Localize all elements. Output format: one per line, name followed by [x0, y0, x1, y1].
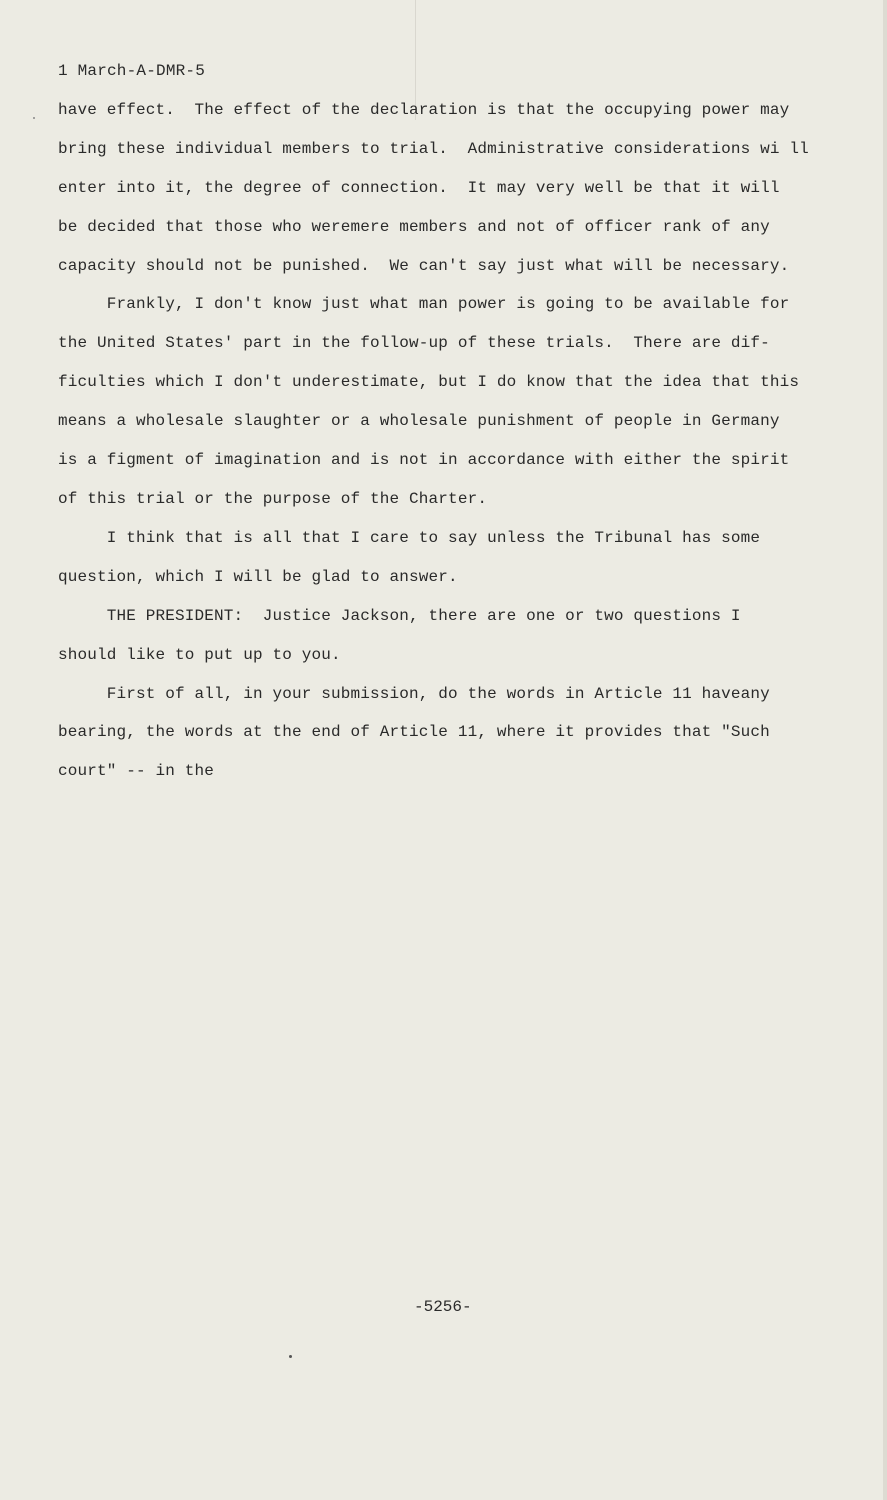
text-line: ficulties which I don't underestimate, but I do know that the idea that this [58, 373, 800, 391]
text-line: the United States' part in the follow-up of these trials. There are dif- [58, 334, 770, 352]
ink-speck [33, 117, 35, 119]
text-line: I think that is all that I care to say unless the Tribunal has some [58, 529, 761, 547]
text-line: should like to put up to you. [58, 646, 341, 664]
ink-speck [289, 1355, 292, 1358]
text-line: bearing, the words at the end of Article 11, where it provides that "Such [58, 723, 770, 741]
text-line: means a wholesale slaughter or a wholesale punishment of people in Germany [58, 412, 780, 430]
text-line: is a figment of imagination and is not in accordance with either the spirit [58, 451, 790, 469]
text-line: enter into it, the degree of connection. It may very well be that it will [58, 179, 780, 197]
text-line: Frankly, I don't know just what man power is going to be available for [58, 295, 790, 313]
text-line: bring these individual members to trial. Administrative considerations wi ll [58, 140, 809, 158]
text-line: court" -- in the [58, 762, 215, 780]
page-edge [883, 0, 887, 1500]
text-line: THE PRESIDENT: Justice Jackson, there are one or two questions I [58, 607, 741, 625]
text-line: be decided that those who weremere members and not of officer rank of any [58, 218, 770, 236]
text-line: have effect. The effect of the declaration is that the occupying power may [58, 101, 790, 119]
text-line: First of all, in your submission, do the words in Article 11 haveany [58, 685, 770, 703]
document-id: 1 March-A-DMR-5 [58, 62, 206, 80]
page-number: -5256- [414, 1298, 472, 1316]
text-line: of this trial or the purpose of the Charter. [58, 490, 488, 508]
text-line: capacity should not be punished. We can't say just what will be necessary. [58, 257, 790, 275]
text-line: question, which I will be glad to answer. [58, 568, 458, 586]
